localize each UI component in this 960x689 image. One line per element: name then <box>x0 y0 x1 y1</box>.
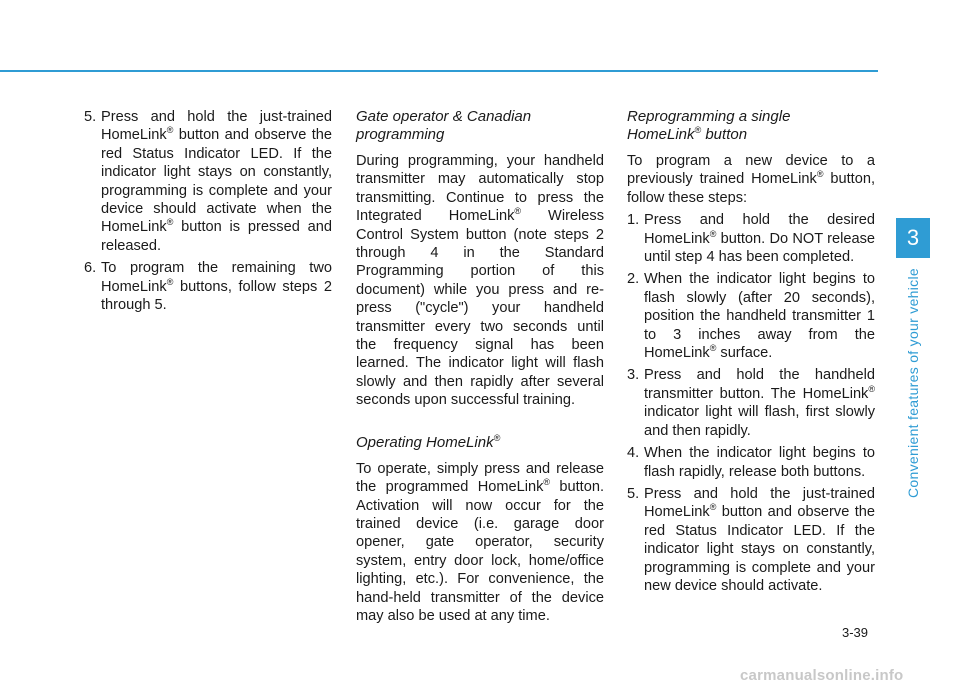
chapter-title: Convenient features of your vehicle <box>905 268 921 498</box>
column-left <box>84 108 332 318</box>
step-item: 4. When the indicator light begins to flash rapidly, release both buttons. <box>627 445 875 480</box>
gate-operator-paragraph: During programming, your handheld transmitter may automatically stop transmitting. Continue to press the Integrated HomeLink® Wireless Control System button (note steps 2 through 4 in the Standard Programming portion of this document) while you press and re-press ("cycle") your handheld transmitter every two seconds until the frequency signal has been learned. The indicator light will flash slowly and then rapidly after several seconds upon successful training. <box>356 153 604 409</box>
step-number: 6. <box>84 260 97 277</box>
column-right <box>627 108 875 599</box>
step-number: 4. <box>627 445 640 462</box>
page-number: 3-39 <box>842 625 869 640</box>
reprogramming-steps-list <box>627 211 875 595</box>
step-item: 5. Press and hold the just-trained HomeLink® button and observe the red Status Indicator LED. If the indicator light stays on constantly, programming is complete and your new device should activate. <box>627 485 875 594</box>
operating-paragraph: To operate, simply press and release the programmed HomeLink® button. Activation will now occur for the trained device (i.e. garage door opener, gate operator, security system, entry door lock, home/office lighting, etc.). For convenience, the hand-held transmitter of the device may also be used at any time. <box>356 460 604 624</box>
watermark: carmanualsonline.info <box>740 667 904 684</box>
column-middle <box>356 108 604 625</box>
reprogramming-heading: Reprogramming a single HomeLink® button <box>627 108 791 143</box>
gate-operator-heading: Gate operator & Canadian programming <box>356 108 532 143</box>
step-item: 5. Press and hold the just-trained HomeLink® button and observe the red Status Indicator LED. If the indicator light stays on constantly, programming is complete and your device should activate when the HomeLink® button is pressed and released. <box>84 109 332 254</box>
step-number: 3. <box>627 367 640 384</box>
step-item: 6. To program the remaining two HomeLink® buttons, follow steps 2 through 5. <box>84 260 332 314</box>
reprogramming-intro: To program a new device to a previously trained HomeLink® button, follow these steps: <box>627 153 875 206</box>
step-item: 3. Press and hold the handheld transmitter button. The HomeLink® indicator light will flash, first slowly and then rapidly. <box>627 367 875 439</box>
header-rule <box>0 70 878 72</box>
step-number: 2. <box>627 271 640 288</box>
step-item: 2. When the indicator light begins to flash slowly (after 20 seconds), position the handheld transmitter 1 to 3 inches away from the HomeLink® surface. <box>627 271 875 362</box>
chapter-tab: 3 <box>896 218 930 258</box>
steps-list-continued <box>84 108 332 314</box>
operating-heading: Operating HomeLink® <box>356 432 501 451</box>
step-number: 5. <box>627 485 640 502</box>
step-number: 5. <box>84 109 97 125</box>
step-number: 1. <box>627 212 640 229</box>
step-item: 1. Press and hold the desired HomeLink® button. Do NOT release until step 4 has been completed. <box>627 212 875 266</box>
